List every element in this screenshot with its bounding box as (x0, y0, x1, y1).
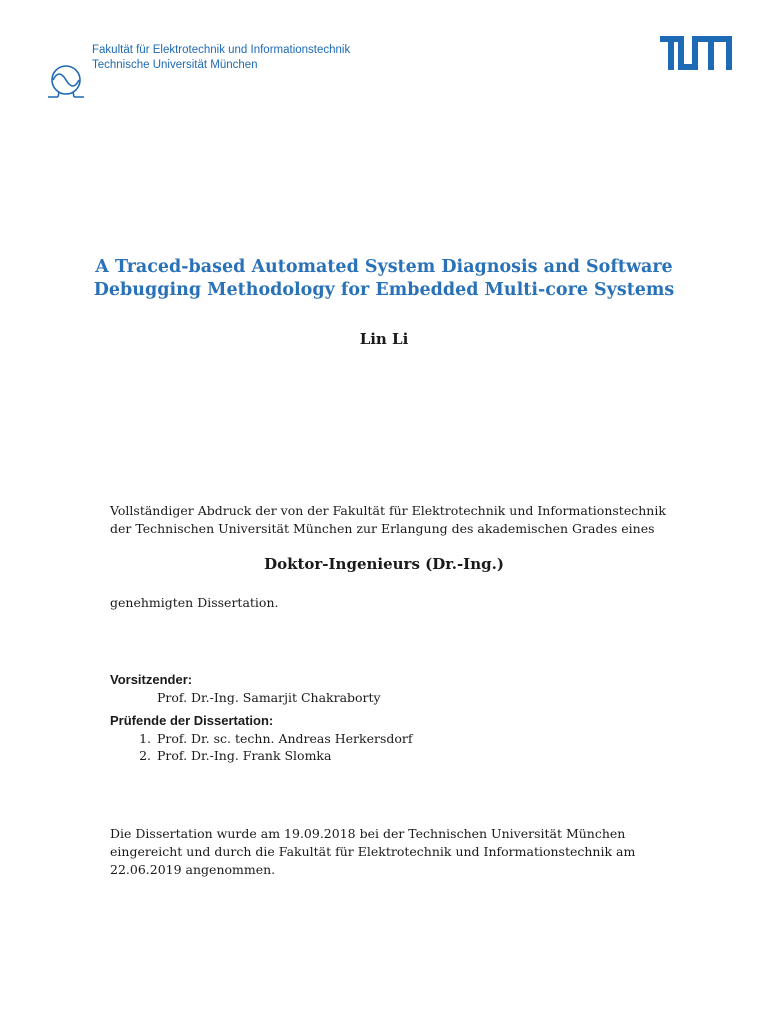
intro-paragraph (110, 502, 670, 538)
submission-line-3: 22.06.2019 angenommen. (110, 862, 276, 877)
examiner-name: Prof. Dr. sc. techn. Andreas Herkersdorf (157, 731, 413, 746)
omega-sine-logo-icon (44, 62, 88, 100)
examiner-number: 2. (139, 748, 151, 763)
tum-logo-icon (660, 36, 732, 70)
degree-title: Doktor-Ingenieurs (Dr.-Ing.) (264, 555, 504, 573)
university-name: Technische Universität München (92, 58, 258, 71)
chair-name: Prof. Dr.-Ing. Samarjit Chakraborty (157, 690, 381, 705)
thesis-title (60, 256, 708, 302)
intro-line-2: der Technischen Universität München zur Erlangung des akademischen Grades eines (110, 521, 655, 536)
examiner-name: Prof. Dr.-Ing. Frank Slomka (157, 748, 332, 763)
submission-paragraph (110, 825, 670, 879)
examiners-heading: Prüfende der Dissertation: (110, 713, 274, 728)
faculty-name: Fakultät für Elektrotechnik und Informationstechnik (92, 44, 351, 56)
approved-text: genehmigten Dissertation. (110, 595, 279, 610)
submission-line-1: Die Dissertation wurde am 19.09.2018 bei der Technischen Universität München (110, 826, 626, 841)
submission-line-2: eingereicht und durch die Fakultät für Elektrotechnik und Informationstechnik am (110, 844, 636, 859)
intro-line-1: Vollständiger Abdruck der von der Fakultät für Elektrotechnik und Informationstechnik (110, 503, 666, 518)
examiner-item (133, 730, 413, 747)
author-name: Lin Li (359, 330, 409, 348)
title-line-2: Debugging Methodology for Embedded Multi-core Systems (93, 280, 675, 300)
examiner-item (133, 747, 331, 764)
title-line-1: A Traced-based Automated System Diagnosis and Software (95, 257, 673, 277)
faculty-affiliation (92, 43, 350, 72)
chair-heading: Vorsitzender: (110, 672, 193, 687)
examiner-number: 1. (139, 731, 151, 746)
